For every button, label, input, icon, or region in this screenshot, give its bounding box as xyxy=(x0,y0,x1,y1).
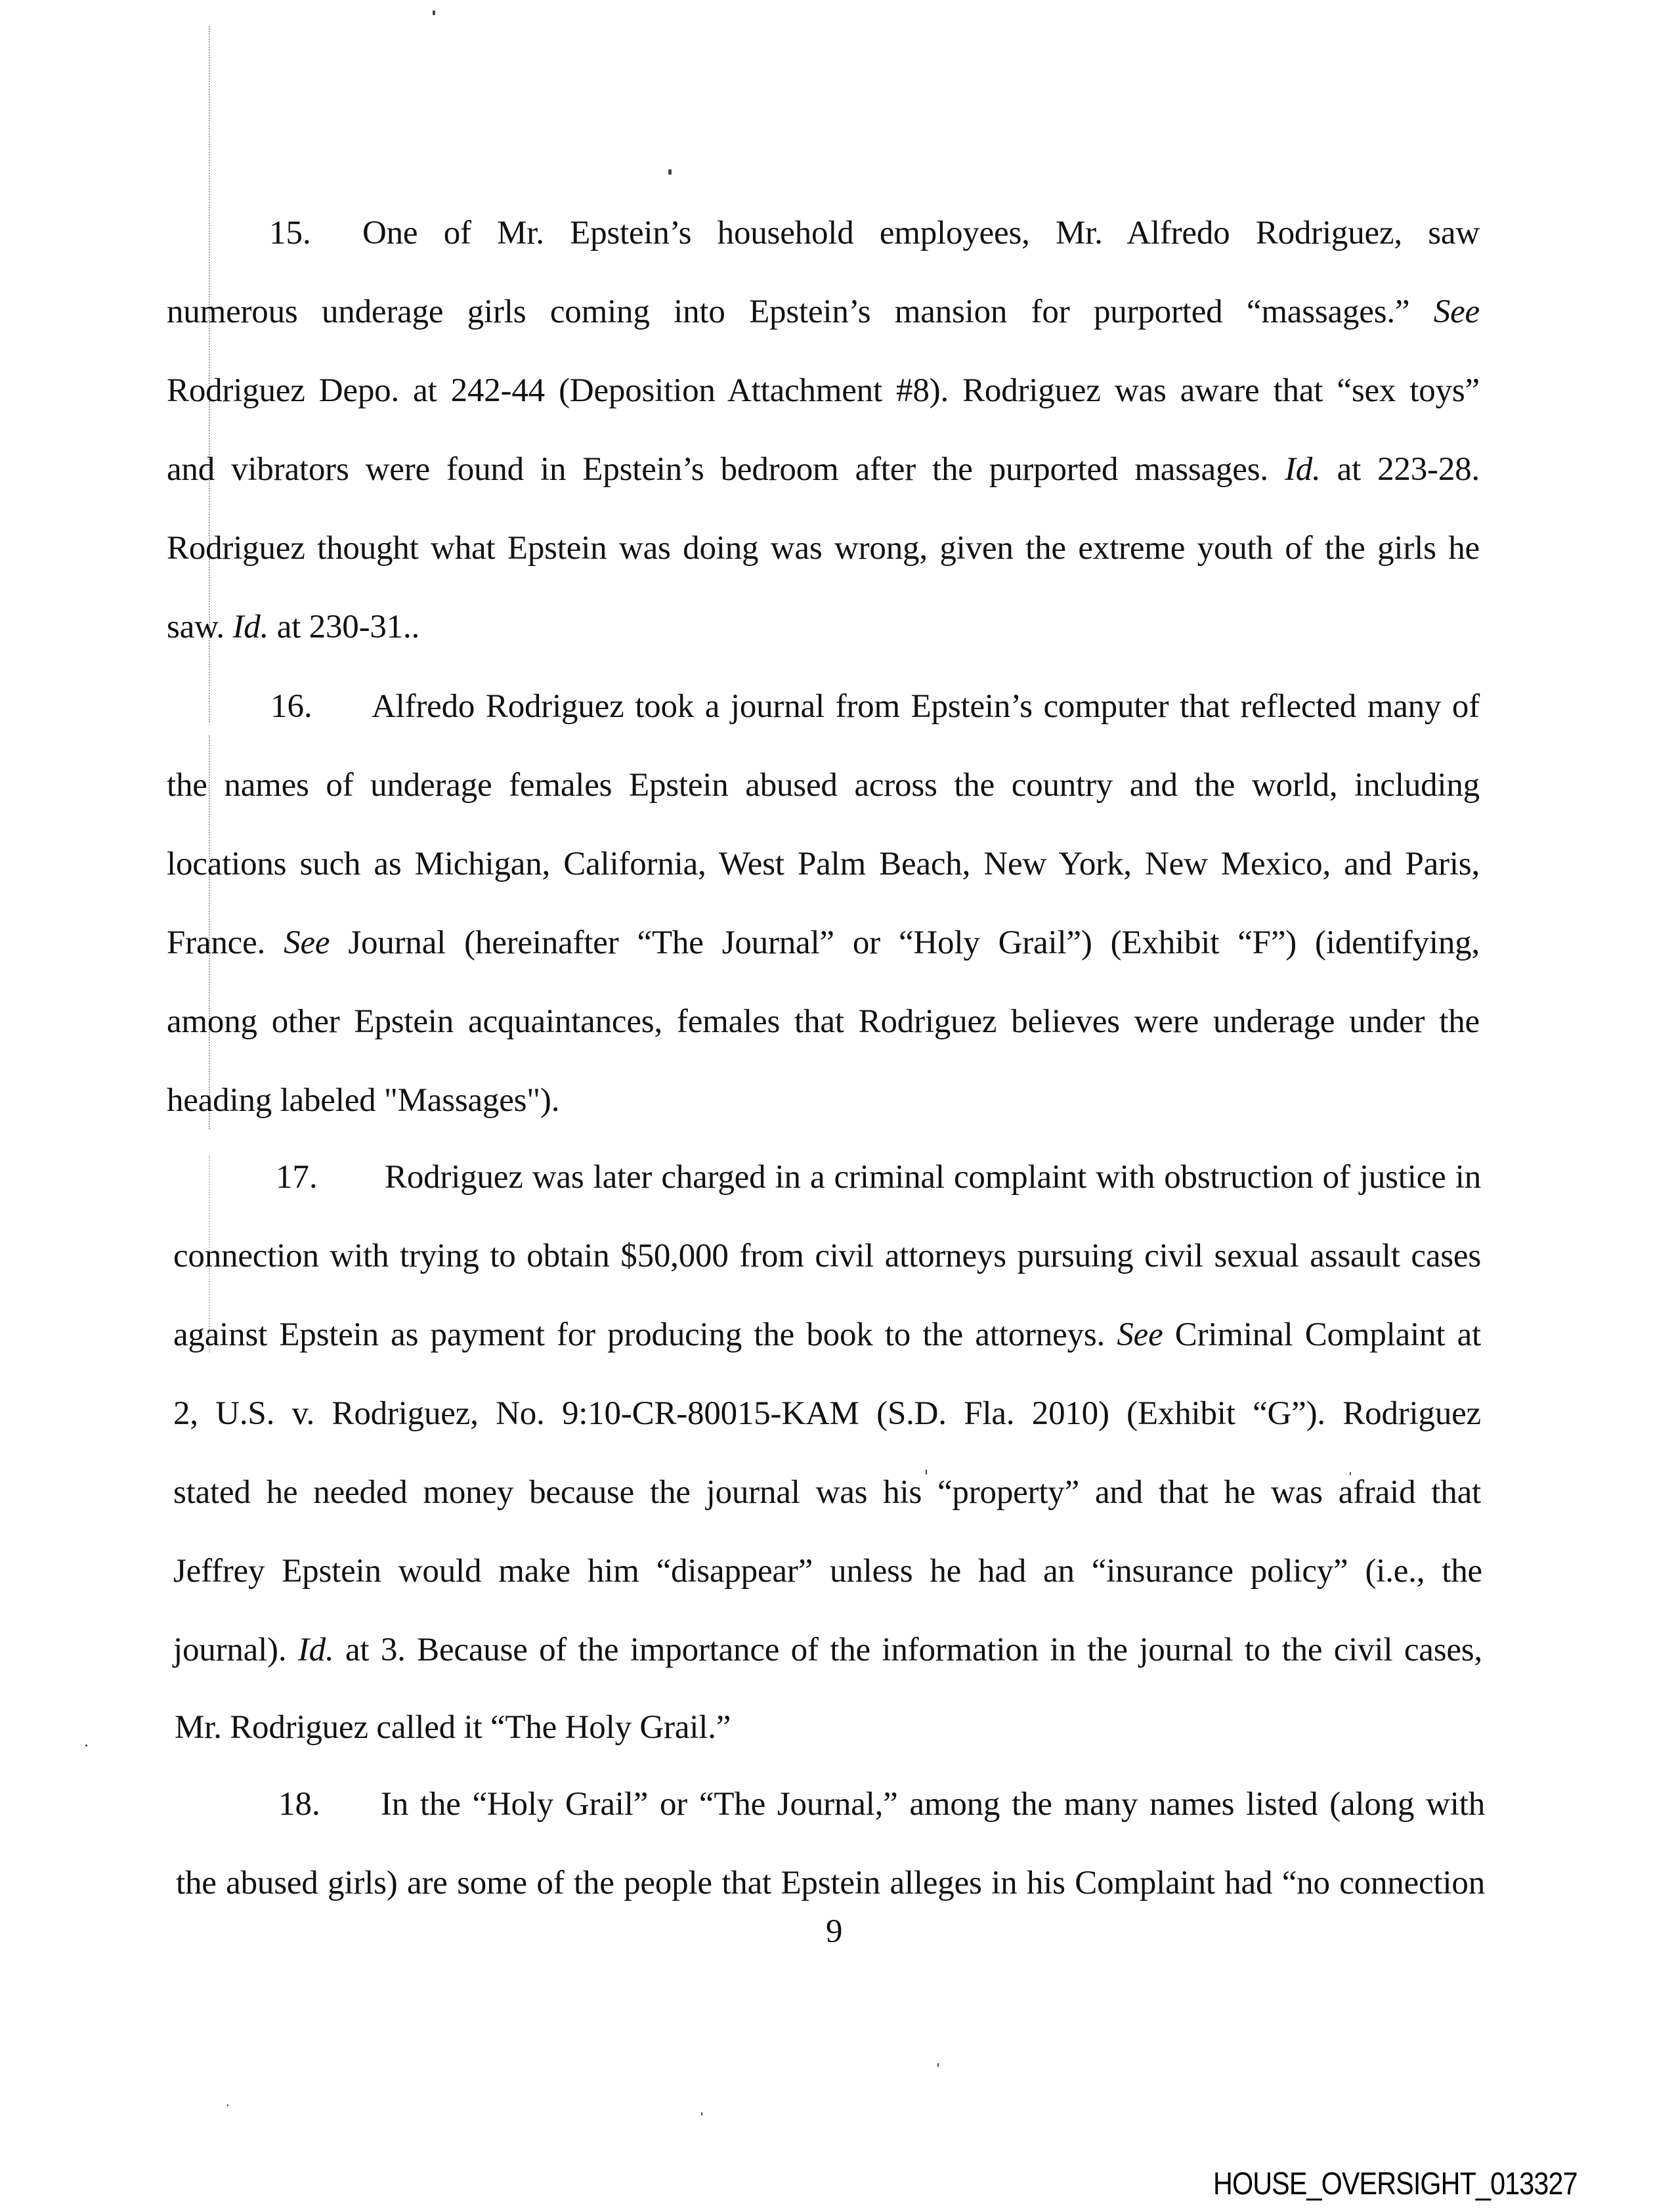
text-line: Rodriguez Depo. at 242-44 (Deposition Attachment #8). Rodriguez was aware that “sex toys” xyxy=(167,372,1480,409)
scan-speck xyxy=(668,169,672,175)
text-line: the abused girls) are some of the people that Epstein alleges in his Complaint had “no connection xyxy=(176,1865,1485,1901)
text-line: Rodriguez was later charged in a criminal complaint with obstruction of justice in xyxy=(385,1159,1481,1196)
text-fragment: Criminal Complaint at xyxy=(1174,1316,1481,1353)
text-fragment: saw. xyxy=(167,609,225,645)
citation-signal: Id. xyxy=(297,1632,334,1668)
text-fragment: journal). xyxy=(173,1632,287,1668)
text-line: connection with trying to obtain $50,000 from civil attorneys pursuing civil sexual assault cases xyxy=(173,1238,1481,1274)
citation-signal: See xyxy=(1117,1316,1163,1353)
text-line xyxy=(167,450,1480,489)
text-fragment: at 223-28. xyxy=(1337,451,1480,488)
text-line: the names of underage females Epstein abused across the country and the world, including xyxy=(167,767,1480,804)
text-line: heading labeled "Massages"). xyxy=(167,1082,560,1119)
text-line: 2, U.S. v. Rodriguez, No. 9:10-CR-80015-KAM (S.D. Fla. 2010) (Exhibit “G”). Rodriguez xyxy=(173,1395,1481,1432)
text-line xyxy=(173,1630,1482,1670)
text-fragment: Journal (hereinafter “The Journal” or “Holy Grail”) (Exhibit “F”) (identifying, xyxy=(348,924,1480,961)
text-line: stated he needed money because the journal was his “property” and that he was afraid that xyxy=(173,1474,1481,1511)
text-line xyxy=(167,292,1480,332)
paragraph-number: 15. xyxy=(269,215,311,251)
text-line: Alfredo Rodriguez took a journal from Epstein’s computer that reflected many of xyxy=(372,688,1480,725)
citation-signal: See xyxy=(284,924,330,961)
scan-speck xyxy=(85,1745,87,1746)
text-line: In the “Holy Grail” or “The Journal,” among the many names listed (along with xyxy=(381,1786,1485,1823)
paragraph-number: 18. xyxy=(278,1786,320,1823)
citation-signal: Id. xyxy=(1284,451,1321,488)
text-line: among other Epstein acquaintances, females that Rodriguez believes were underage under the xyxy=(167,1003,1480,1040)
scan-speck xyxy=(937,2063,939,2067)
text-line xyxy=(173,1315,1481,1355)
text-line xyxy=(167,607,1480,647)
citation-signal: See xyxy=(1433,293,1480,330)
text-fragment: at 230-31.. xyxy=(276,609,420,645)
text-line: Rodriguez thought what Epstein was doing was wrong, given the extreme youth of the girls he xyxy=(167,530,1480,567)
text-line: One of Mr. Epstein’s household employees, Mr. Alfredo Rodriguez, saw xyxy=(362,215,1480,251)
text-line xyxy=(167,923,1480,963)
citation-signal: Id. xyxy=(232,609,269,645)
text-line: locations such as Michigan, California, West Palm Beach, New York, New Mexico, and Paris, xyxy=(167,846,1480,882)
paragraph-number: 16. xyxy=(270,688,312,725)
scan-speck xyxy=(701,2112,702,2115)
page-number: 9 xyxy=(826,1913,843,1950)
text-line: Jeffrey Epstein would make him “disappear” unless he had an “insurance policy” (i.e., the xyxy=(173,1553,1482,1590)
bates-stamp: HOUSE_OVERSIGHT_013327 xyxy=(1213,2167,1577,2201)
text-line: Mr. Rodriguez called it “The Holy Grail.” xyxy=(175,1709,731,1746)
text-fragment: at 3. Because of the importance of the information in the journal to the civil cases, xyxy=(345,1632,1482,1668)
text-fragment: against Epstein as payment for producing the book to the attorneys. xyxy=(173,1316,1105,1353)
paragraph-number: 17. xyxy=(276,1159,318,1196)
text-fragment: France. xyxy=(167,924,266,961)
scan-speck xyxy=(433,11,435,15)
text-fragment: and vibrators were found in Epstein’s bedroom after the purported massages. xyxy=(167,451,1268,488)
scan-speck xyxy=(227,2104,228,2106)
text-fragment: numerous underage girls coming into Epstein’s mansion for purported “massages.” xyxy=(167,293,1410,330)
